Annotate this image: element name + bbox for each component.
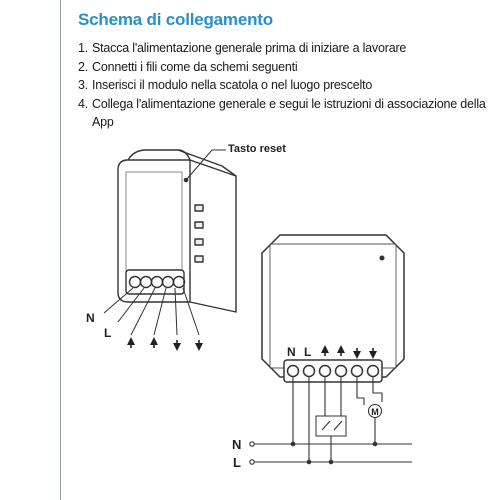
mains-n-label: N	[232, 437, 242, 452]
step-text: Connetti i fili come da schemi seguenti	[92, 59, 298, 74]
switch-contact	[322, 421, 330, 430]
mains-l-terminal	[250, 460, 254, 464]
module-3d-tab	[195, 239, 203, 245]
wall-switch	[316, 416, 346, 436]
module-3d-l-label: L	[104, 326, 112, 340]
module-3d-face	[126, 172, 182, 280]
mains-l-label: L	[233, 455, 241, 470]
motor-label: M	[371, 407, 379, 417]
step-number: 1.	[78, 41, 89, 55]
module-3d-tab	[195, 222, 203, 228]
step-number: 3.	[78, 78, 89, 92]
module-3d-tab	[195, 205, 203, 211]
step-number: 2.	[78, 59, 89, 74]
module-3d-side	[190, 160, 236, 312]
module-3d-tab	[195, 256, 203, 262]
module-front-view	[262, 235, 404, 382]
module-3d-n-label: N	[86, 311, 95, 325]
mains-wiring	[250, 377, 412, 464]
module-front-l-label: L	[304, 345, 312, 359]
switch-contact	[334, 421, 342, 430]
step-text: Inserisci il modulo nella scatola o nel luogo prescelto	[92, 78, 373, 92]
reset-button-dot	[380, 256, 384, 260]
step-text: Collega l'alimentazione generale e segui le istruzioni di associazione della App	[92, 96, 486, 129]
module-front-n-label: N	[287, 345, 296, 359]
mains-n-terminal	[250, 442, 254, 446]
step-text: Stacca l'alimentazione generale prima di iniziare a lavorare	[92, 41, 407, 55]
module-3d-view	[118, 150, 236, 312]
reset-label: Tasto reset	[228, 143, 286, 155]
step-number: 4.	[78, 96, 89, 111]
module-3d-arrows	[131, 340, 199, 348]
page-title: Schema di collegamento	[78, 10, 273, 29]
